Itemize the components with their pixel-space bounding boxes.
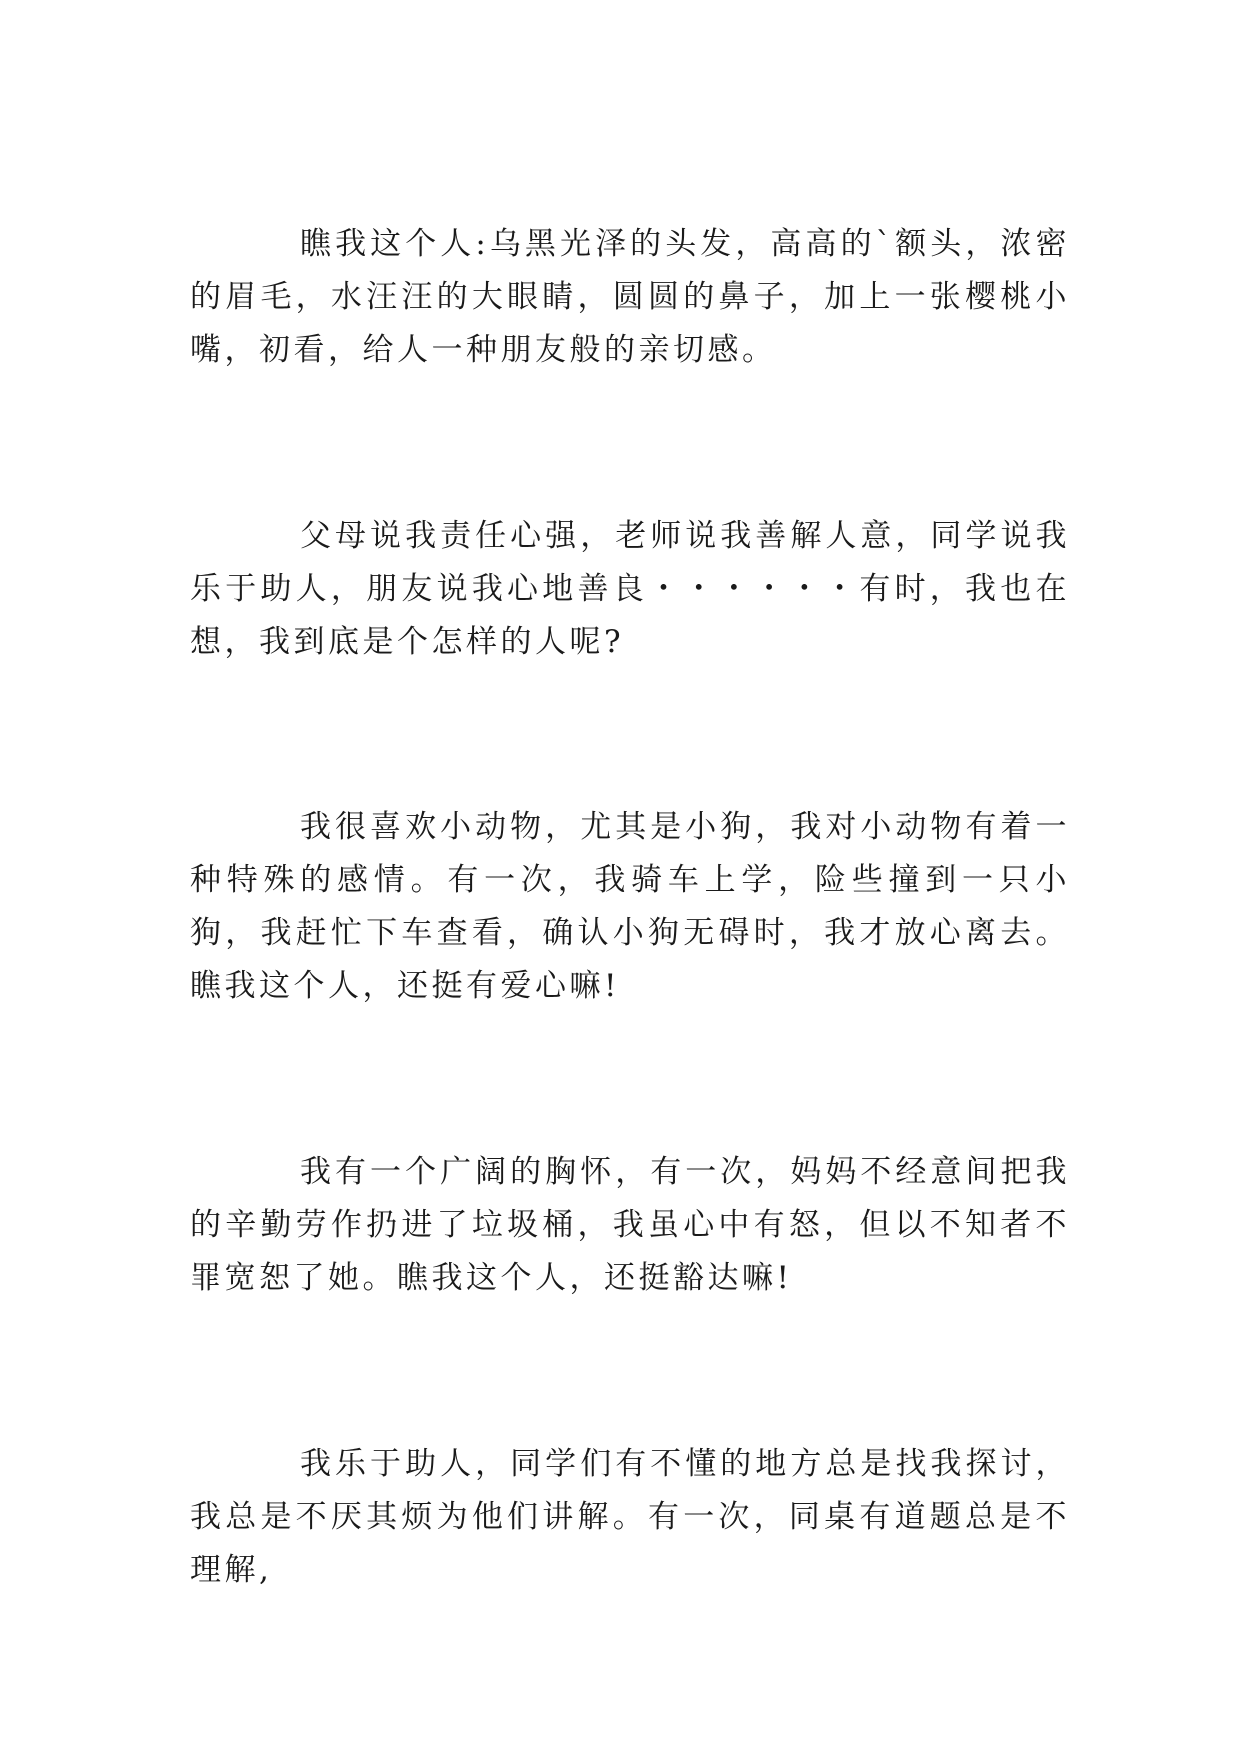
paragraph-broad-mind: 我有一个广阔的胸怀，有一次，妈妈不经意间把我的辛勤劳作扔进了垃圾桶，我虽心中有怒，但以不知者不罪宽恕了她。瞧我这个人，还挺豁达嘛! [190, 1154, 1070, 1296]
paragraph-appearance: 瞧我这个人:乌黑光泽的头发，高高的`额头，浓密的眉毛，水汪汪的大眼睛，圆圆的鼻子，加上一张樱桃小嘴，初看，给人一种朋友般的亲切感。 [190, 226, 1070, 368]
paragraph-others-opinions: 父母说我责任心强，老师说我善解人意，同学说我乐于助人，朋友说我心地善良・・・・・・有时，我也在想，我到底是个怎样的人呢? [190, 518, 1070, 660]
paragraph-helping-others: 我乐于助人，同学们有不懂的地方总是找我探讨，我总是不厌其烦为他们讲解。有一次，同桌有道题总是不理解, [190, 1446, 1070, 1588]
paragraph-love-animals: 我很喜欢小动物，尤其是小狗，我对小动物有着一种特殊的感情。有一次，我骑车上学，险些撞到一只小狗，我赶忙下车查看，确认小狗无碍时，我才放心离去。瞧我这个人，还挺有爱心嘛! [190, 809, 1070, 1004]
